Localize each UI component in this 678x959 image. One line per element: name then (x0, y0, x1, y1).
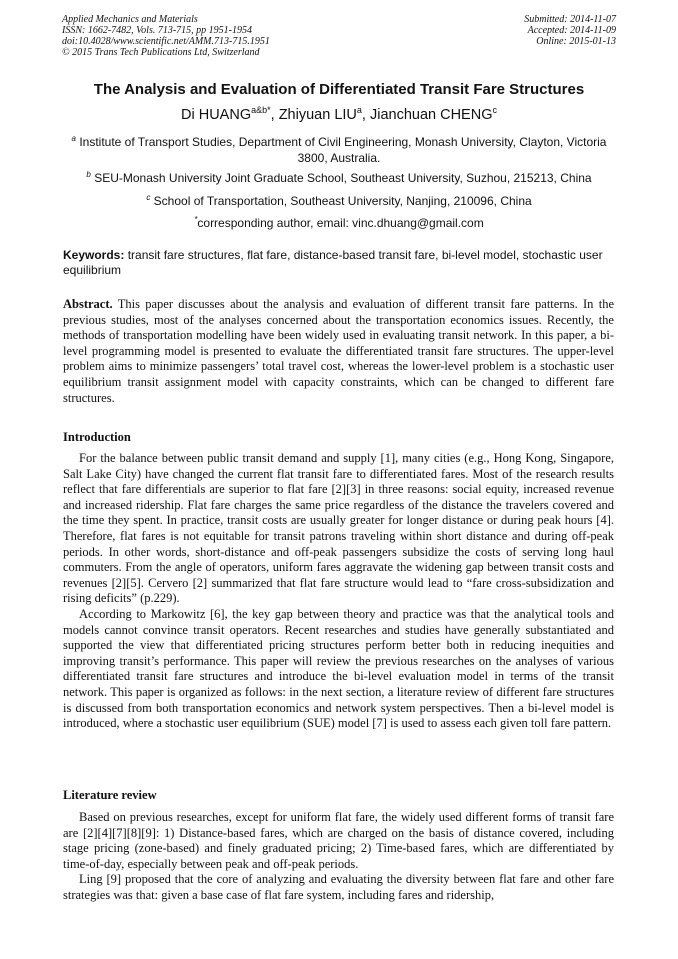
paragraph: Ling [9] proposed that the core of analyzing and evaluating the diversity between flat fare and other fare strategies was that: given a base case of flat fare system, including fares and ridership, (63, 872, 614, 902)
affiliation (60, 190, 618, 209)
paragraph: According to Markowitz [6], the key gap between theory and practice was that the analytical tools and models cannot convince transit operators. Recent researches and studies have generally substantiated and supported the view that differentiated pricing structures perform better both in reducing inequities and improving transit’s performance. This paper will review the previous researches on the analyses of various differentiated transit fare structures and introduce the bi-level evaluation model in terms of the transit network. This paper is organized as follows: in the next section, a literature review of different fare structures is discussed from both transportation economics and network system perspectives. Then a bi-level model is introduced, where a stochastic user equilibrium (SUE) model [7] is used to assess each given toll fare pattern. (63, 606, 614, 731)
affiliation-marker: * (194, 215, 198, 224)
keywords-text: transit fare structures, flat fare, distance-based transit fare, bi-level model, stochastic user equilibrium (63, 248, 603, 277)
literature-body (63, 810, 614, 904)
affiliation (60, 131, 618, 166)
section-heading-literature-review: Literature review (63, 788, 157, 802)
abstract-label: Abstract. (63, 297, 113, 311)
author-superscript: c (492, 105, 497, 115)
author-list (30, 101, 648, 124)
author-superscript: a (356, 105, 362, 115)
affiliation-marker: b (86, 170, 91, 179)
journal-doi: doi:10.4028/www.scientific.net/AMM.713-715.1951 (62, 36, 270, 47)
abstract-text: This paper discusses about the analysis and evaluation of different transit fare patterns. In the previous studies, most of the analyses concerned about the transportation economics issues. Recently, the methods of transportation modelling have been widely used in evaluating transit network. In this paper, a bi-level programming model is presented to evaluate the differentiated transit fare structures. The upper-level problem aims to minimize passengers’ total travel cost, whereas the lower-level problem is a stochastic user equilibrium transit assignment model with capacity constraints, which can be changed to different fare structures. (63, 297, 614, 405)
abstract (63, 297, 614, 406)
accepted-date: Accepted: 2014-11-09 (527, 25, 616, 36)
affiliation-text: School of Transportation, Southeast University, Nanjing, 210096, China (153, 194, 532, 208)
paragraph: For the balance between public transit demand and supply [1], many cities (e.g., Hong Kong, Singapore, Salt Lake City) have changed the current flat transit fare to differentiated fares. Most of the research results reflect that fare differentials are superior to flat fare [2][3] in three reasons: social equity, increased revenue and increased ridership. Flat fare charges the same price regardless of the distance the travelers covered and the time they spent. In practice, transit costs are usually greater for longer distance or during peak hours [4]. Therefore, flat fares is not equitable for transit patrons traveling within short distance and during off-peak periods. In other words, short-distance and off-peak passengers subsidize the costs of serving long haul commuters. From the angle of operators, uniform fares aggravate the widening gap between transit costs and revenues [2][5]. Cervero [2] summarized that flat fare structure would lead to “fare cross-subsidization and rising deficits” (p.229). (63, 451, 614, 606)
author-separator: , (361, 106, 370, 123)
submitted-date: Submitted: 2014-11-07 (524, 14, 616, 25)
paper-title: The Analysis and Evaluation of Differentiated Transit Fare Structures (93, 81, 585, 98)
affiliation (60, 212, 618, 231)
author-separator: , (270, 106, 279, 123)
online-date: Online: 2015-01-13 (536, 36, 616, 47)
journal-copyright: © 2015 Trans Tech Publications Ltd, Switzerland (62, 47, 260, 58)
affiliation-text: corresponding author, email: vinc.dhuang@gmail.com (197, 216, 484, 230)
affiliation (60, 167, 618, 186)
author-name: Zhiyuan LIU (278, 106, 357, 123)
journal-issn: ISSN: 1662-7482, Vols. 713-715, pp 1951-1954 (62, 25, 252, 36)
affiliation-text: SEU-Monash University Joint Graduate School, Southeast University, Suzhou, 215213, China (94, 171, 592, 185)
abstract-paragraph (63, 297, 614, 406)
author-name: Jianchuan CHENG (369, 106, 493, 123)
paragraph: Based on previous researches, except for uniform flat fare, the widely used different forms of transit fare are [2][4][7][8][9]: 1) Distance-based fares, which are charged on the basis of distance covered, including stage pricing (zone-based) and finely graduated pricing; 2) Time-based fares, which are differentiated by time-of-day, especially between peak and off-peak periods. (63, 810, 614, 871)
author-name: Di HUANG (181, 106, 252, 123)
section-heading-introduction: Introduction (63, 430, 131, 444)
journal-info (62, 14, 270, 58)
affiliation-marker: c (146, 193, 151, 202)
affiliation-text: Institute of Transport Studies, Department of Civil Engineering, Monash University, Clayton, Victoria 3800, Australia. (79, 135, 607, 165)
affiliation-marker: a (71, 134, 76, 143)
keywords-label: Keywords: (63, 248, 125, 262)
introduction-body (63, 451, 614, 732)
author-superscript: a&b* (251, 105, 271, 115)
journal-name: Applied Mechanics and Materials (62, 14, 198, 25)
submission-dates (524, 14, 616, 47)
keywords (63, 248, 615, 278)
